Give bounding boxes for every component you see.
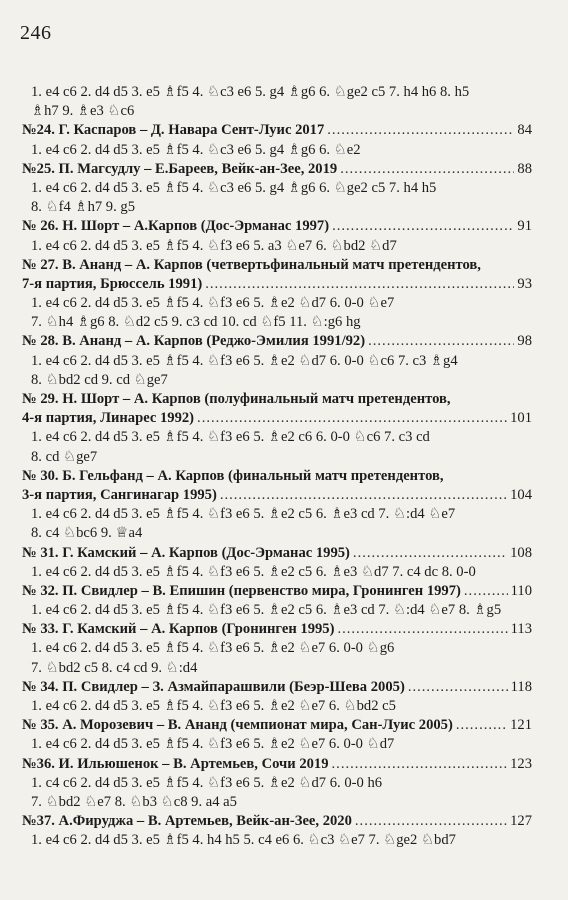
game-moves-line: 1. e4 c6 2. d4 d5 3. e5 ♗f5 4. ♘f3 e6 5. ♗e2 ♘e7 6. ♘bd2 c5 bbox=[31, 698, 396, 714]
toc-entry bbox=[22, 716, 532, 735]
toc-page-number: 98 bbox=[517, 333, 532, 350]
dot-leader bbox=[340, 160, 514, 179]
game-heading-text: № 31. Г. Камский – А. Карпов (Дос-Эрманас 1995) bbox=[22, 544, 350, 561]
game-moves-line: 1. c4 c6 2. d4 d5 3. e5 ♗f5 4. ♘f3 e6 5. ♗e2 ♘d7 6. 0-0 h6 bbox=[31, 774, 383, 791]
dot-leader bbox=[368, 332, 514, 351]
toc-entry bbox=[22, 755, 532, 774]
dot-leader bbox=[456, 716, 507, 735]
toc-entry bbox=[22, 486, 532, 505]
game-heading-text: № 33. Г. Камский – А. Карпов (Гронинген 1995) bbox=[22, 621, 335, 638]
toc-page-number: 118 bbox=[510, 678, 532, 695]
toc-page-number: 121 bbox=[510, 717, 532, 734]
toc-entry bbox=[22, 275, 532, 294]
toc-page-number: 91 bbox=[517, 218, 532, 235]
game-moves-line: 7. ♘h4 ♗g6 8. ♘d2 c5 9. c3 cd 10. cd ♘f5 11. ♘:g6 hg bbox=[31, 314, 361, 331]
dot-leader bbox=[337, 620, 507, 639]
game-moves-line: 1. e4 c6 2. d4 d5 3. e5 ♗f5 4. ♘f3 e6 5. ♗e2 ♘e7 6. 0-0 ♘d7 bbox=[31, 736, 395, 753]
game-heading-text: № 27. В. Ананд – А. Карпов (четвертьфинальный матч претендентов, bbox=[22, 256, 481, 273]
dot-leader bbox=[408, 678, 508, 697]
toc-page-number: 113 bbox=[510, 621, 532, 638]
dot-leader bbox=[332, 755, 508, 774]
game-heading-text: 7-я партия, Брюссель 1991) bbox=[22, 275, 203, 292]
toc-entry bbox=[22, 332, 532, 351]
game-heading-text: № 32. П. Свидлер – В. Епишин (первенство мира, Гронинген 1997) bbox=[22, 582, 461, 599]
game-heading-text: №24. Г. Каспаров – Д. Навара Сент-Луис 2017 bbox=[22, 122, 325, 139]
game-heading-text: № 35. А. Морозевич – В. Ананд (чемпионат мира, Сан-Луис 2005) bbox=[22, 717, 453, 734]
game-moves-line: 1. e4 c6 2. d4 d5 3. e5 ♗f5 4. ♘c3 e6 5. g4 ♗g6 6. ♘ge2 c5 7. h4 h5 bbox=[31, 179, 437, 196]
game-moves-line: 8. c4 ♘bc6 9. ♕a4 bbox=[31, 525, 143, 542]
toc-page-number: 104 bbox=[510, 486, 532, 503]
game-moves-line: ♗h7 9. ♗e3 ♘c6 bbox=[31, 103, 135, 120]
toc-page-number: 93 bbox=[517, 275, 532, 292]
toc-entry bbox=[22, 678, 532, 697]
toc-page-number: 84 bbox=[517, 122, 532, 139]
dot-leader bbox=[327, 121, 514, 140]
game-heading-text: 3-я партия, Сангинагар 1995) bbox=[22, 486, 217, 503]
game-moves-line: 8. cd ♘ge7 bbox=[31, 448, 98, 465]
toc-entry bbox=[22, 217, 532, 236]
table-of-contents bbox=[22, 83, 532, 851]
toc-entry bbox=[22, 121, 532, 140]
game-heading-text: № 34. П. Свидлер – З. Азмайпарашвили (Беэр-Шева 2005) bbox=[22, 678, 405, 695]
page-number: 246 bbox=[20, 22, 52, 44]
game-heading-line bbox=[22, 256, 532, 275]
dot-leader bbox=[464, 582, 508, 601]
game-moves-line: 1. e4 c6 2. d4 d5 3. e5 ♗f5 4. ♘f3 e6 5. ♗e2 ♘e7 6. 0-0 ♘g6 bbox=[31, 640, 395, 657]
game-heading-text: 4-я партия, Линарес 1992) bbox=[22, 410, 195, 427]
toc-entry bbox=[22, 812, 532, 831]
game-moves-line: 1. e4 c6 2. d4 d5 3. e5 ♗f5 4. ♘f3 e6 5. ♗e2 c5 6. ♗e3 ♘d7 7. c4 dc 8. 0-0 bbox=[31, 563, 476, 580]
game-moves-line: 1. e4 c6 2. d4 d5 3. e5 ♗f5 4. h4 h5 5. c4 e6 6. ♘c3 ♘e7 7. ♘ge2 ♘bd7 bbox=[31, 832, 456, 849]
game-moves-line: 1. e4 c6 2. d4 d5 3. e5 ♗f5 4. ♘f3 e6 5. ♗e2 c5 6. ♗e3 cd 7. ♘:d4 ♘e7 bbox=[31, 506, 456, 523]
game-heading-text: №37. А.Фируджа – В. Артемьев, Вейк-ан-Зее, 2020 bbox=[22, 813, 352, 830]
game-moves-line: 1. e4 c6 2. d4 d5 3. e5 ♗f5 4. ♘c3 e6 5. g4 ♗g6 6. ♘e2 bbox=[31, 141, 361, 158]
game-moves-line: 7. ♘bd2 c5 8. c4 cd 9. ♘:d4 bbox=[31, 659, 198, 676]
game-moves-line: 1. e4 c6 2. d4 d5 3. e5 ♗f5 4. ♘c3 e6 5. g4 ♗g6 6. ♘ge2 c5 7. h4 h6 8. h5 bbox=[31, 84, 470, 100]
toc-entry bbox=[22, 620, 532, 639]
game-heading-text: № 30. Б. Гельфанд – А. Карпов (финальный матч претендентов, bbox=[22, 467, 444, 484]
toc-entry bbox=[22, 409, 532, 428]
game-moves-line: 8. ♘f4 ♗h7 9. g5 bbox=[31, 199, 135, 216]
toc-page-number: 127 bbox=[510, 813, 532, 830]
game-heading-line bbox=[22, 467, 532, 486]
game-heading-text: №36. И. Ильюшенок – В. Артемьев, Сочи 2019 bbox=[22, 755, 329, 772]
game-heading-line bbox=[22, 390, 532, 409]
toc-entry bbox=[22, 544, 532, 563]
toc-page-number: 108 bbox=[510, 544, 532, 561]
dot-leader bbox=[332, 217, 514, 236]
toc-page-number: 110 bbox=[510, 582, 532, 599]
game-moves-line: 1. e4 c6 2. d4 d5 3. e5 ♗f5 4. ♘f3 e6 5. ♗e2 ♘d7 6. 0-0 ♘c6 7. c3 ♗g4 bbox=[31, 352, 458, 369]
dot-leader bbox=[197, 409, 507, 428]
game-moves-line: 1. e4 c6 2. d4 d5 3. e5 ♗f5 4. ♘f3 e6 5. ♗e2 c5 6. ♗e3 cd 7. ♘:d4 ♘e7 8. ♗g5 bbox=[31, 602, 502, 619]
dot-leader bbox=[205, 275, 514, 294]
toc-entry bbox=[22, 582, 532, 601]
game-heading-text: № 29. Н. Шорт – А. Карпов (полуфинальный матч претендентов, bbox=[22, 391, 451, 407]
game-moves-line: 8. ♘bd2 cd 9. cd ♘ge7 bbox=[31, 371, 168, 388]
game-moves-line: 1. e4 c6 2. d4 d5 3. e5 ♗f5 4. ♘f3 e6 5. ♗e2 c6 6. 0-0 ♘c6 7. c3 cd bbox=[31, 429, 430, 446]
toc-entry bbox=[22, 160, 532, 179]
dot-leader bbox=[353, 544, 507, 563]
game-moves-line: 7. ♘bd2 ♘e7 8. ♘b3 ♘c8 9. a4 a5 bbox=[31, 793, 237, 810]
game-heading-text: № 28. В. Ананд – А. Карпов (Реджо-Эмилия 1991/92) bbox=[22, 333, 366, 350]
toc-page-number: 88 bbox=[517, 160, 532, 177]
game-heading-text: №25. П. Магсудлу – Е.Бареев, Вейк-ан-Зее, 2019 bbox=[22, 160, 338, 177]
game-heading-text: № 26. Н. Шорт – А.Карпов (Дос-Эрманас 1997) bbox=[22, 218, 330, 235]
toc-page-number: 101 bbox=[510, 410, 532, 427]
game-moves-line: 1. e4 c6 2. d4 d5 3. e5 ♗f5 4. ♘f3 e6 5. ♗e2 ♘d7 6. 0-0 ♘e7 bbox=[31, 295, 395, 312]
game-moves-line: 1. e4 c6 2. d4 d5 3. e5 ♗f5 4. ♘f3 e6 5. a3 ♘e7 6. ♘bd2 ♘d7 bbox=[31, 237, 397, 254]
dot-leader bbox=[355, 812, 507, 831]
dot-leader bbox=[220, 486, 507, 505]
toc-page-number: 123 bbox=[510, 755, 532, 772]
